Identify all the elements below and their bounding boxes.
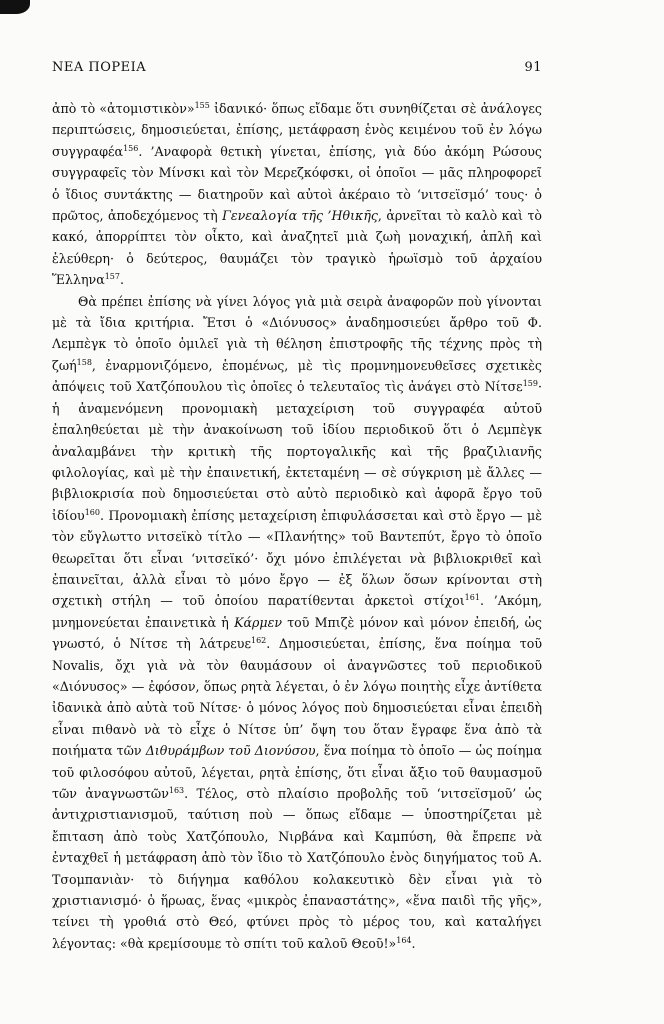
text-run: · ἡ ἀναμενόμενη προνομιακὴ μεταχείριση τοῦ συγγραφέα αὐτοῦ ἐπαληθεύεται μὲ τὴν ἀνακοίνωση τοῦ ἰδίου περιοδικοῦ ὅτι ὁ Λεμπὲγκ ἀναλαμβάνει τὴν κριτικὴ τῆς πορτογαλικῆς καὶ τῆς βραζιλιανῆς φιλολογίας, καὶ μὲ τὴν ἐπαινετική, ἐκτεταμένη — σὲ σύγκριση μὲ ἄλλες — βιβλιοκρισία ποὺ δημοσιεύεται στὸ αὐτὸ περιοδικὸ καὶ ἀφορᾶ ἔργο τοῦ ἰδίου bbox=[52, 379, 542, 523]
footnote-ref: 163 bbox=[168, 785, 185, 795]
footnote-ref: 155 bbox=[194, 100, 210, 110]
text-run: . Τέλος, στὸ πλαίσιο προβολῆς τοῦ ‘νιτσεϊσμοῦ’ ὡς ἀντιχριστιανισμοῦ, ταύτιση ποὺ — ὅπως εἴδαμε — ὑποστηρίζεται μὲ ἔπιταση ἀπὸ τοὺς Χατζόπουλο, Νιρβάνα καὶ Καμπύση, θὰ ἔπρεπε νὰ ἐνταχθεῖ ἡ μετάφραση ἀπὸ τὸν ἴδιο τὸ Χατζόπουλο ἑνὸς διηγήματος τοῦ Α. Τσομπανιὰν· τὸ διήγημα καθόλου κολακευτικὸ δὲν εἶναι γιὰ τὸ χριστιανισμό· ὁ ἥρωας, ἕνας «μικρὸς ἐπαναστάτης», «ἕνα παιδὶ τῆς γῆς», τείνει τὴ γροθιά στὸ Θεό, φτύνει πρὸς τὸ μέρος του, καὶ καταλήγει λέγοντας: «θὰ κρεμίσουμε τὸ σπίτι τοῦ καλοῦ Θεοῦ!» bbox=[52, 786, 542, 951]
footnote-ref: 157 bbox=[104, 272, 120, 282]
text-run: τοῦ Μπιζὲ μόνον καὶ μόνον ἐπειδή, ὡς γνωστό, ὁ Νίτσε τὴ λάτρευε bbox=[52, 614, 542, 652]
footnote-ref: 159 bbox=[522, 379, 538, 389]
running-title: ΝΕΑ ΠΟΡΕΙΑ bbox=[52, 60, 147, 75]
text-run: ἀπὸ τὸ «ἀτομιστικὸν» bbox=[52, 101, 195, 116]
running-header bbox=[52, 60, 542, 80]
text-run: , ἀρνεῖται τὸ καλὸ καὶ τὸ κακό, ἀπορρίπτει τὸν οἶκτο, καὶ ἀναζητεῖ μιὰ ζωὴ μοναχική, ἁπλῆ καὶ ἐλεύθερη· ὁ δεύτερος, θαυμάζει τὸν τραγικὸ ἡρωϊσμὸ τοῦ ἀρχαίου Ἕλληνα bbox=[52, 208, 542, 288]
paragraph bbox=[52, 291, 542, 955]
page-number: 91 bbox=[524, 60, 542, 75]
body-text bbox=[52, 98, 542, 954]
text-run: . Προνομιακὴ ἐπίσης μεταχείριση ἐπιφυλάσσεται καὶ στὸ ἔργο — μὲ τὸν εὔγλωττο νιτσεϊκὸ τίτλο — «Πλανήτης» τοῦ Βαντεπύτ, ἔργο τὸ ὁποῖο θεωρεῖται ὅτι εἶναι ‘νιτσεϊκό’· ὄχι μόνο ἐπιλέγεται νὰ βιβλιοκριθεῖ καὶ ἐπαινεῖται, ἀλλὰ εἶναι τὸ μόνο ἔργο — ἐξ ὅλων ὅσων κρίνονται στὴ σχετικὴ στήλη — τοῦ ὁποίου παρατίθενται ἀρκετοὶ στίχοι bbox=[52, 507, 542, 609]
italic-title: Κάρμεν bbox=[234, 614, 282, 630]
italic-title: Διθυράμβων τοῦ Διονύσου bbox=[145, 743, 316, 759]
text-run: , ἐναρμονιζόμενο, ἑπομένως, μὲ τὶς προμνημονευθεῖσες σχετικὲς ἀπόψεις τοῦ Χατζόπουλου τὶς ὁποῖες ὁ τελευταῖος τὶς ἀνάγει στὸ Νίτσε bbox=[52, 357, 542, 395]
italic-title: Γενεαλογία τῆς ’Ηθικῆς bbox=[222, 208, 378, 224]
text-run: . ’Αναφορὰ θετικὴ γίνεται, ἐπίσης, γιὰ δύο ἀκόμη Ρώσους συγγραφεῖς τὸν Μίνσκι καὶ τὸν Μερεζκόφσκι, οἱ ὁποῖοι — μᾶς πληροφορεῖ ὁ ἴδιος συντάκτης — διατηροῦν καὶ αὐτοὶ ἀκέραιο τὸ ‘νιτσεϊσμό’ τους· ὁ πρῶτος, ἀποδεχόμενος τὴ bbox=[52, 143, 542, 224]
page-corner-mark bbox=[0, 0, 30, 14]
text-run: , ἕνα ποίημα τὸ ὁποῖο — ὡς ποίημα τοῦ φιλοσόφου αὐτοῦ, λέγεται, ρητὰ ἐπίσης, ὅτι εἶναι ἄξιο τοῦ θαυμασμοῦ τῶν ἀναγνωστῶν bbox=[52, 743, 543, 801]
footnote-ref: 160 bbox=[84, 507, 100, 517]
footnote-ref: 164 bbox=[396, 935, 412, 945]
text-run: . bbox=[411, 935, 416, 951]
footnote-ref: 156 bbox=[123, 143, 139, 153]
footnote-ref: 158 bbox=[76, 357, 92, 367]
text-run: Θὰ πρέπει ἐπίσης νὰ γίνει λόγος γιὰ μιὰ σειρὰ ἀναφορῶν ποὺ γίνονται μὲ τὰ ἴδια κριτήρια. Ἔτσι ὁ «Διόνυσος» ἀναδημοσιεύει ἄρθρο τοῦ Φ. Λεμπὲγκ τὸ ὁποῖο ὁμιλεῖ γιὰ τὴ θέληση ἐπιστροφῆς τῆς τέχνης πρὸς τὴ ζωή bbox=[52, 293, 542, 373]
text-run: . bbox=[119, 272, 124, 288]
footnote-ref: 162 bbox=[250, 635, 267, 645]
text-run: ἰδανικό· ὅπως εἴδαμε ὅτι συνηθίζεται σὲ ἀνάλογες περιπτώσεις, δημοσιεύεται, ἐπίσης, μετάφραση ἑνὸς κειμένου τοῦ ἐν λόγω συγγραφέα bbox=[52, 101, 542, 159]
text-run: . ’Ακόμη, μνημονεύεται ἐπαινετικὰ ἡ bbox=[52, 593, 543, 630]
paragraph bbox=[52, 98, 542, 291]
text-run: . Δημοσιεύεται, ἐπίσης, ἕνα ποίημα τοῦ Novalis, ὄχι γιὰ νὰ τὸν θαυμάσουν οἱ ἀναγνῶστες τοῦ περιοδικοῦ «Διόνυσος» — ἐφόσον, ὅπως ρητὰ λέγεται, ὁ ἐν λόγω ποιητὴς εἶχε ἀντίθετα ἰδανικὰ ἀπὸ αὐτὰ τοῦ Νίτσε· ὁ μόνος λόγος ποὺ δημοσιεύεται εἶναι ἐπειδὴ εἶναι πιθανὸ νὰ τὸ εἶχε ὁ Νίτσε ὑπ’ ὄψη του ὅταν ἔγραφε ἕνα ἀπὸ τὰ ποιήματα τῶν bbox=[52, 636, 542, 759]
footnote-ref: 161 bbox=[464, 593, 480, 603]
